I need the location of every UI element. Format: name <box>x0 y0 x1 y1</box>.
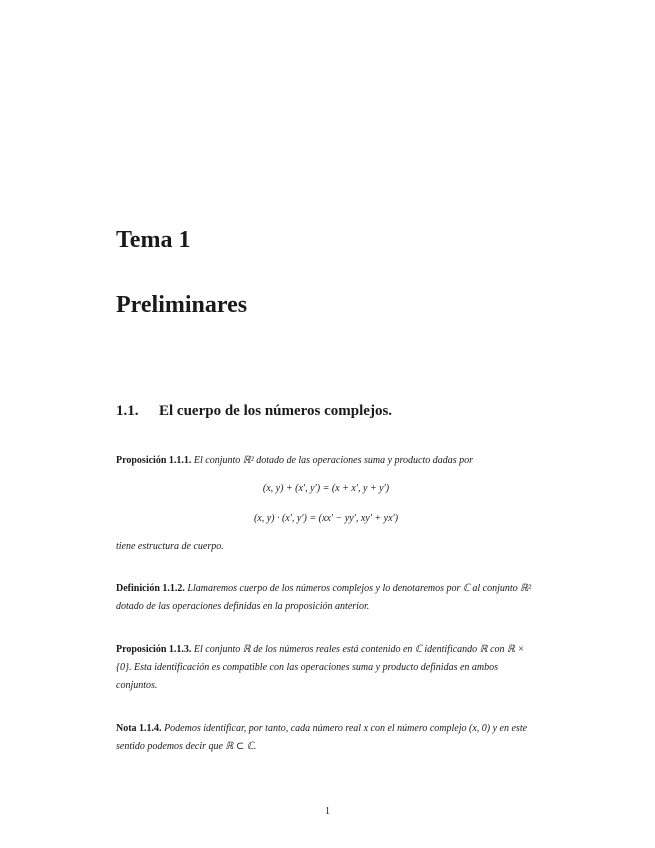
equation-sum: (x, y) + (x′, y′) = (x + x′, y + y′) <box>262 483 390 494</box>
proposition-text: El conjunto ℝ de los números reales está contenido en ℂ identificando ℝ con ℝ × {0}. Esta identificación es compatible con las operaciones suma y producto definidas en ambos conjuntos. <box>116 644 525 691</box>
note-1-1-4 <box>116 720 536 756</box>
note-text: Podemos identificar, por tanto, cada número real x con el número complejo (x, 0) y en este sentido podemos decir que ℝ ⊂ ℂ. <box>116 723 528 752</box>
proposition-label: Proposición 1.1.1. <box>116 455 192 466</box>
equation-product: (x, y) · (x′, y′) = (xx′ − yy′, xy′ + yx′) <box>253 513 399 524</box>
proposition-1-1-1 <box>116 452 536 470</box>
proposition-1-1-3 <box>116 641 536 695</box>
proposition-tail-text: tiene estructura de cuerpo. <box>116 541 224 552</box>
definition-text: Llamaremos cuerpo de los números complejos y lo denotaremos por ℂ al conjunto ℝ² dotado de las operaciones definidas en la proposición anterior. <box>116 583 532 612</box>
section-number: 1.1. <box>116 403 139 419</box>
chapter-number: Tema 1 <box>116 227 191 253</box>
chapter-title: Preliminares <box>116 292 248 318</box>
page-number: 1 <box>325 806 330 817</box>
definition-1-1-2 <box>116 580 536 616</box>
proposition-label: Proposición 1.1.3. <box>116 644 192 655</box>
proposition-text: El conjunto ℝ² dotado de las operaciones suma y producto dadas por <box>193 455 474 466</box>
proposition-tail <box>116 538 536 556</box>
section-title: El cuerpo de los números complejos. <box>159 403 393 419</box>
note-label: Nota 1.1.4. <box>116 723 162 734</box>
section-heading <box>116 403 392 420</box>
definition-label: Definición 1.1.2. <box>116 583 185 594</box>
